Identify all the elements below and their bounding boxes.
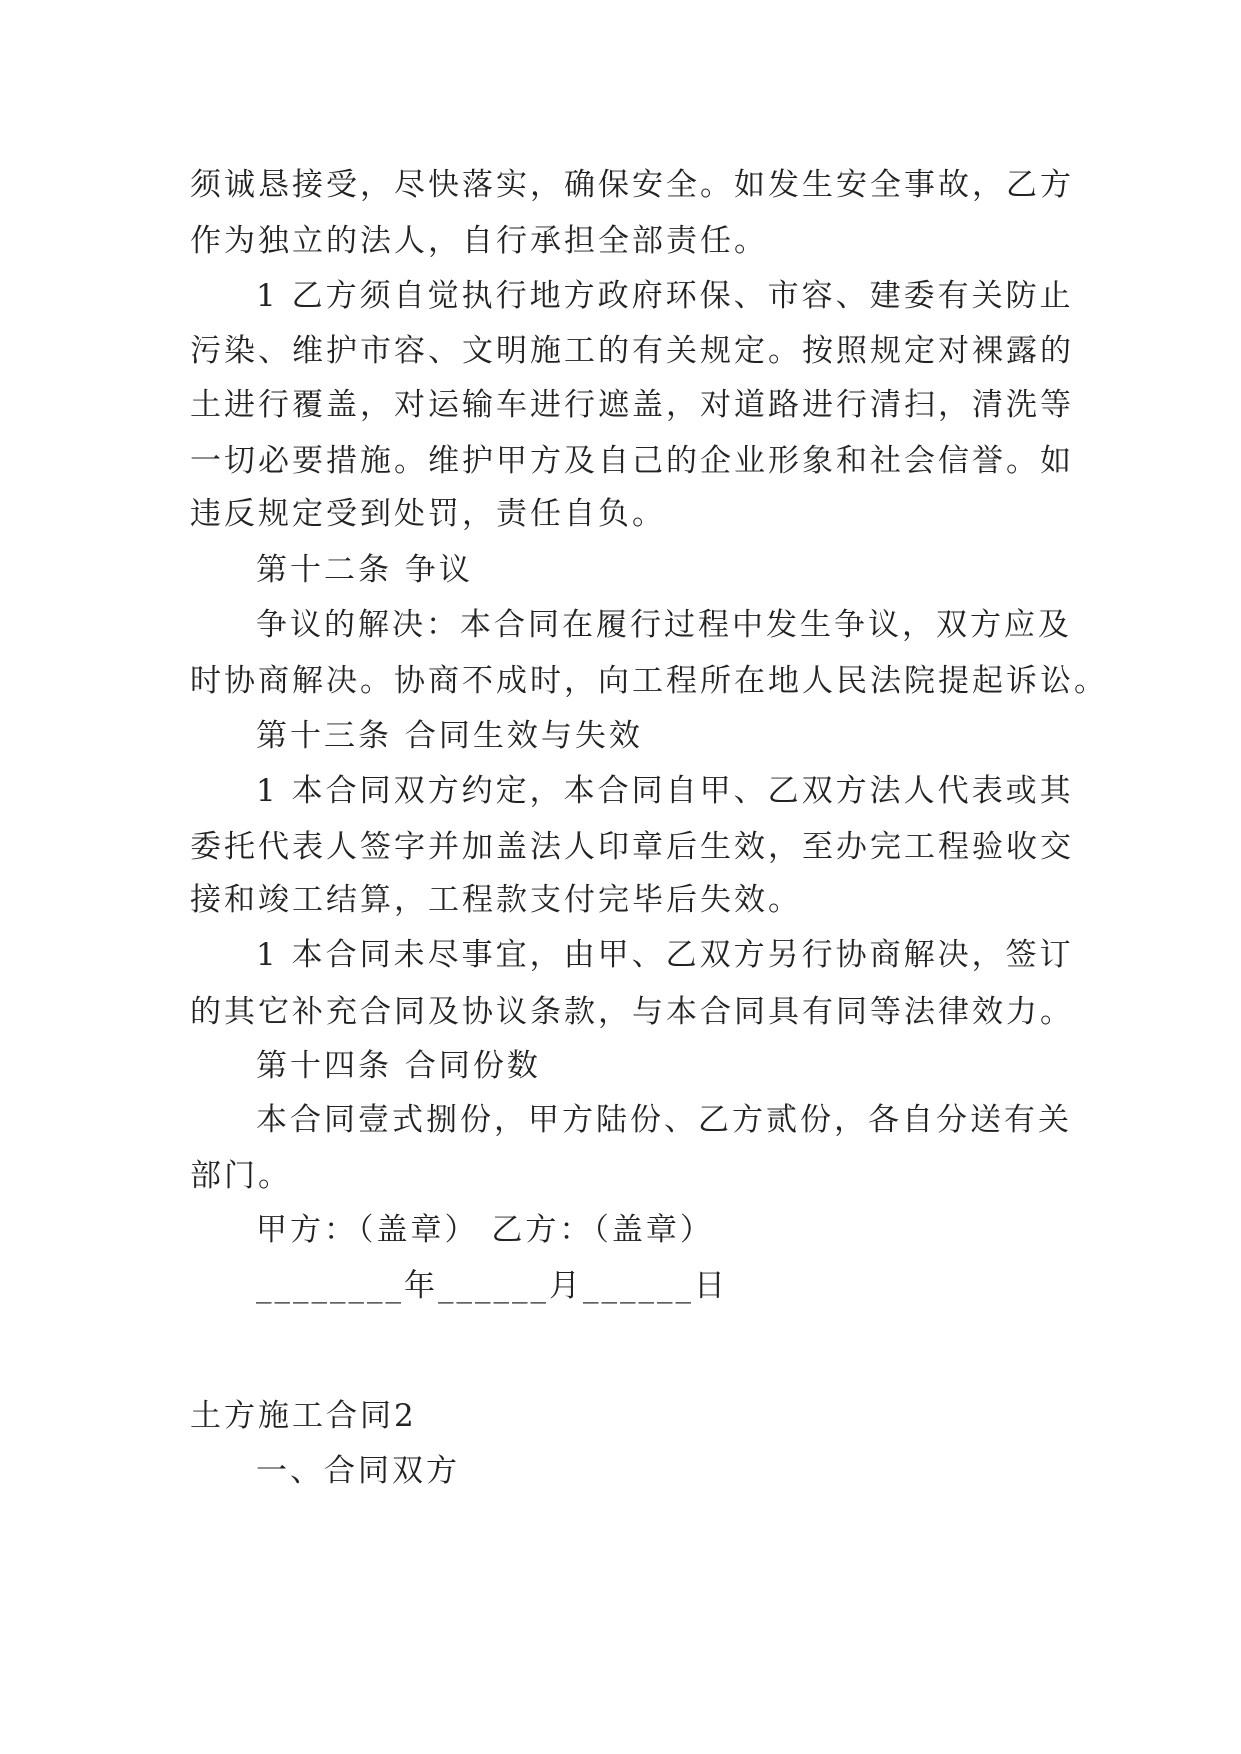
section-heading: 第十四条 合同份数	[256, 1048, 541, 1084]
section-heading: 一、合同双方	[256, 1453, 460, 1489]
paragraph-line: 部门。	[190, 1158, 292, 1194]
paragraph-line: 1 乙方须自觉执行地方政府环保、市容、建委有关防止	[256, 278, 1074, 314]
section-heading: 第十二条 争议	[256, 552, 473, 588]
paragraph-line: 作为独立的法人，自行承担全部责任。	[190, 223, 768, 259]
paragraph-line: 接和竣工结算，工程款支付完毕后失效。	[190, 882, 802, 918]
paragraph-line: 的其它补充合同及协议条款，与本合同具有同等法律效力。	[190, 994, 1074, 1030]
contract-title: 土方施工合同2	[190, 1398, 417, 1434]
paragraph-line: 一切必要措施。维护甲方及自己的企业形象和社会信誉。如	[190, 443, 1074, 479]
paragraph-line: 委托代表人签字并加盖法人印章后生效，至办完工程验收交	[190, 829, 1074, 865]
paragraph-line: 须诚恳接受，尽快落实，确保安全。如发生安全事故，乙方	[190, 167, 1074, 203]
date-line: ________年______月______日	[256, 1268, 728, 1304]
paragraph-line: 1 本合同未尽事宜，由甲、乙双方另行协商解决，签订	[256, 937, 1074, 973]
paragraph-line: 违反规定受到处罚，责任自负。	[190, 496, 666, 532]
paragraph-line: 污染、维护市容、文明施工的有关规定。按照规定对裸露的	[190, 333, 1074, 369]
paragraph-line: 争议的解决：本合同在履行过程中发生争议，双方应及	[256, 607, 1072, 643]
paragraph-line: 时协商解决。协商不成时，向工程所在地人民法院提起诉讼。	[190, 663, 1108, 699]
paragraph-line: 1 本合同双方约定，本合同自甲、乙双方法人代表或其	[256, 773, 1074, 809]
section-heading: 第十三条 合同生效与失效	[256, 718, 643, 754]
paragraph-line: 本合同壹式捌份，甲方陆份、乙方贰份，各自分送有关	[256, 1102, 1072, 1138]
paragraph-line: 土进行覆盖，对运输车进行遮盖，对道路进行清扫，清洗等	[190, 387, 1074, 423]
signature-line: 甲方：（盖章） 乙方：（盖章）	[256, 1212, 714, 1248]
